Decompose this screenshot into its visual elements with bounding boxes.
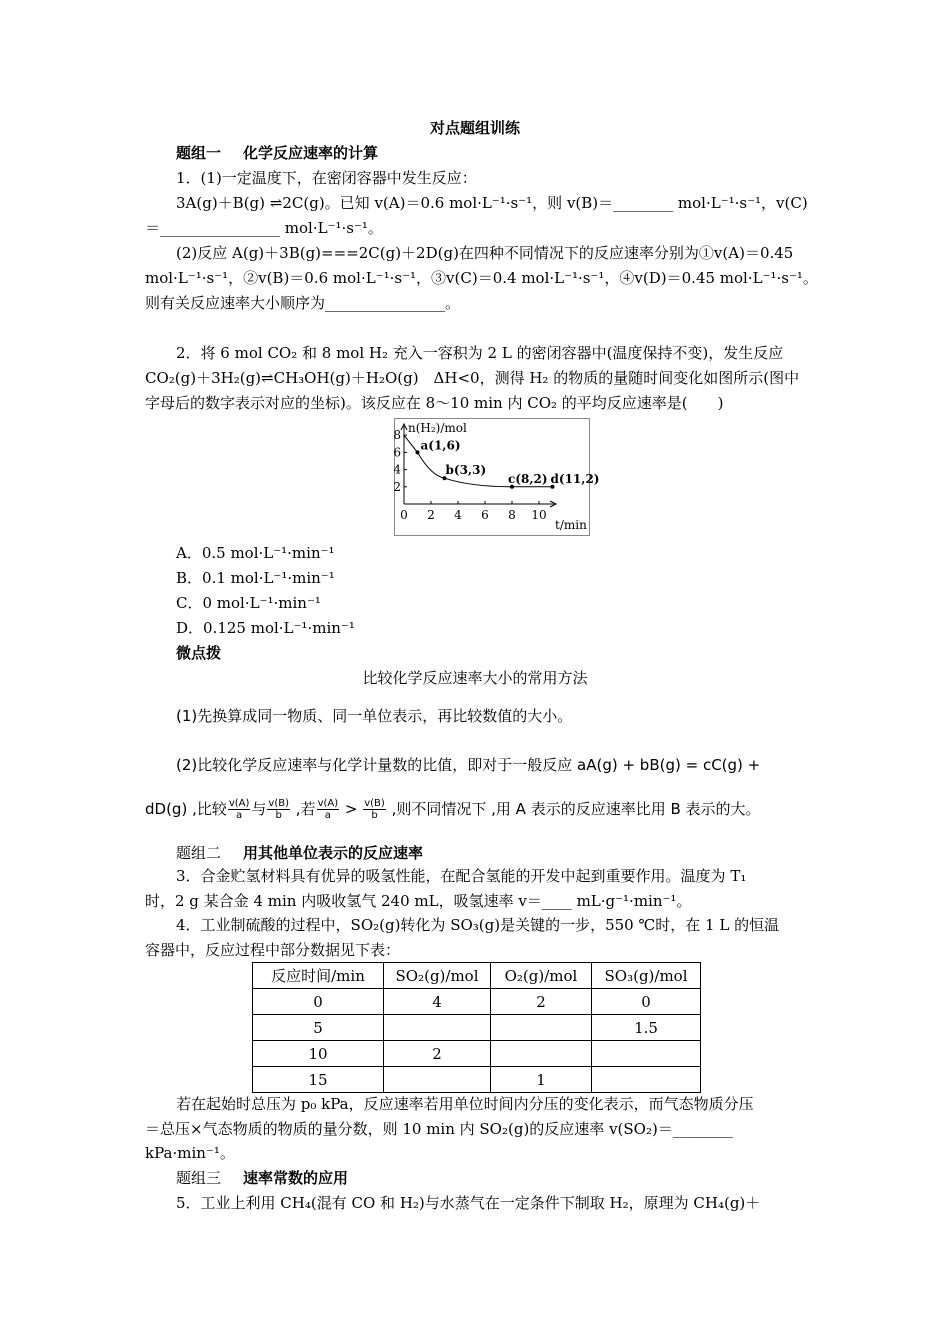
table-cell: 10 [253,1041,384,1067]
data-point-label: b(3,3) [445,463,487,478]
table-cell: 2 [384,1041,491,1067]
y-axis-label: n(H₂)/mol [408,421,467,435]
q4-line3: 若在起始时总压为 p₀ kPa，反应速率若用单位时间内分压的变化表示，而气态物质分压 [176,1095,754,1113]
table-row [253,1067,701,1093]
y-tick-label: 2 [393,479,401,494]
x-tick-label: 8 [508,508,516,522]
tip-paragraph2: (2)比较化学反应速率与化学计量数的比值，即对于一般反应 aA(g) + bB(g) = cC(g) + [176,756,761,774]
group1-name: 化学反应速率的计算 [243,144,379,162]
tip-p3-text-c: ,若 [291,800,316,818]
q3-line2: 时，2 g 某合金 4 min 内吸收氢气 240 mL，吸氢速率 v＝____ mL·g⁻¹·min⁻¹。 [145,892,692,910]
table-cell [384,1067,491,1093]
x-tick-label: 4 [454,508,462,522]
tip-paragraph3 [145,798,761,821]
table-cell: 5 [253,1015,384,1041]
q3-line1: 3．合金贮氢材料具有优异的吸氢性能，在配合氢能的开发中起到重要作用。温度为 T₁ [176,867,747,885]
fraction-numerator: v(B) [364,798,385,809]
fraction-numerator: v(A) [317,798,339,809]
data-point [416,450,420,454]
table-header: SO₂(g)/mol [384,963,491,989]
y-tick-label: 4 [393,462,401,477]
table-cell [592,1067,701,1093]
q1-line6: 则有关反应速率大小顺序为________________。 [145,294,461,312]
tip-p3-text-e: ,则不同情况下 ,用 A 表示的反应速率比用 B 表示的大。 [386,800,761,818]
tip-p3-text-d: > [340,800,363,818]
x-tick-label: 2 [427,508,435,522]
table-cell [384,1015,491,1041]
table-cell: 15 [253,1067,384,1093]
data-point-label: c(8,2) [508,471,548,486]
x-axis-label: t/min [555,518,587,532]
q4-line2: 容器中，反应过程中部分数据见下表： [145,941,401,959]
table-row [253,1015,701,1041]
q2-option-c: C．0 mol·L⁻¹·min⁻¹ [176,594,321,612]
q4-line5: kPa·min⁻¹。 [145,1144,235,1162]
table-header: 反应时间/min [253,963,384,989]
section-title: 对点题组训练 [429,119,520,137]
group3-name: 速率常数的应用 [243,1169,349,1187]
q2-option-d: D．0.125 mol·L⁻¹·min⁻¹ [176,619,355,637]
q1-line4: (2)反应 A(g)＋3B(g)===2C(g)＋2D(g)在四种不同情况下的反应速率分别为①v(A)＝0.45 [176,244,794,262]
q4-line4: ＝总压×气态物质的物质的量分数，则 10 min 内 SO₂(g)的反应速率 v(SO₂)＝________ [145,1120,733,1138]
q2-line3: 字母后的数字表示对应的坐标)。该反应在 8～10 min 内 CO₂ 的平均反应速率是( ) [145,394,724,412]
q4-line1: 4．工业制硫酸的过程中，SO₂(g)转化为 SO₃(g)是关键的一步，550 ℃时，在 1 L 的恒温 [176,916,780,934]
fraction-vb-b [267,798,290,821]
table-cell [491,1041,592,1067]
q1-line1: 1．(1)一定温度下，在密闭容器中发生反应： [176,169,477,187]
tip-p3-text-a: dD(g) ,比较 [145,800,227,818]
fraction-numerator: v(A) [228,798,250,809]
tip-paragraph1: (1)先换算成同一物质、同一单位表示，再比较数值的大小。 [176,707,573,725]
q2-line2: CO₂(g)＋3H₂(g)⇌CH₃OH(g)＋H₂O(g) ΔH<0，测得 H₂ 的物质的量随时间变化如图所示(图中 [145,369,800,387]
q1-line5: mol·L⁻¹·s⁻¹，②v(B)＝0.6 mol·L⁻¹·s⁻¹，③v(C)＝0.4 mol·L⁻¹·s⁻¹，④v(D)＝0.45 mol·L⁻¹·s⁻¹。 [145,269,818,287]
y-tick-label: 6 [393,445,401,460]
group1-heading [176,143,378,163]
group2-heading [176,843,423,863]
q5-line1: 5．工业上利用 CH₄(混有 CO 和 H₂)与水蒸气在一定条件下制取 H₂，原理为 CH₄(g)＋ [176,1194,761,1212]
table-row [253,1041,701,1067]
group3-heading [176,1168,348,1188]
table-cell [592,1041,701,1067]
tip-label: 微点拨 [176,644,222,662]
table-header: O₂(g)/mol [491,963,592,989]
y-tick-label: 8 [393,428,401,443]
fraction-denominator: a [324,810,331,821]
tip-title: 比较化学反应速率大小的常用方法 [362,669,588,687]
data-point-label: d(11,2) [550,471,600,486]
table-header: SO₃(g)/mol [592,963,701,989]
fraction-vb-b-2 [363,798,386,821]
data-point-label: a(1,6) [420,438,461,453]
table-cell [491,1015,592,1041]
table-cell: 1.5 [592,1015,701,1041]
group3-label: 题组三 [176,1169,222,1187]
x-tick-label: 6 [481,508,489,522]
reaction-data-table [252,962,701,1093]
table-cell: 0 [253,989,384,1015]
table-cell: 1 [491,1067,592,1093]
x-tick-label: 10 [531,508,547,522]
x-tick-label: 0 [400,508,408,522]
h2-amount-chart [393,418,600,536]
q1-line3: ＝________________ mol·L⁻¹·s⁻¹。 [145,219,383,237]
table-row [253,989,701,1015]
fraction-denominator: b [371,810,378,821]
fraction-denominator: b [275,810,282,821]
group2-name: 用其他单位表示的反应速率 [243,844,424,862]
fraction-va-a [228,798,251,821]
q2-option-b: B．0.1 mol·L⁻¹·min⁻¹ [176,569,335,587]
tip-p3-text-b: 与 [251,800,267,818]
fraction-va-a-2 [317,798,340,821]
table-header-row [253,963,701,989]
fraction-denominator: a [236,810,243,821]
fraction-numerator: v(B) [268,798,290,809]
table-cell: 4 [384,989,491,1015]
q2-line1: 2．将 6 mol CO₂ 和 8 mol H₂ 充入一容积为 2 L 的密闭容器中(温度保持不变)，发生反应 [176,344,784,362]
q1-line2: 3A(g)＋B(g) ⇌2C(g)。已知 v(A)＝0.6 mol·L⁻¹·s⁻¹，则 v(B)＝________ mol·L⁻¹·s⁻¹，v(C) [176,194,808,212]
group2-label: 题组二 [176,844,222,862]
group1-label: 题组一 [176,144,222,162]
q2-option-a: A．0.5 mol·L⁻¹·min⁻¹ [176,544,335,562]
table-cell: 0 [592,989,701,1015]
table-cell: 2 [491,989,592,1015]
